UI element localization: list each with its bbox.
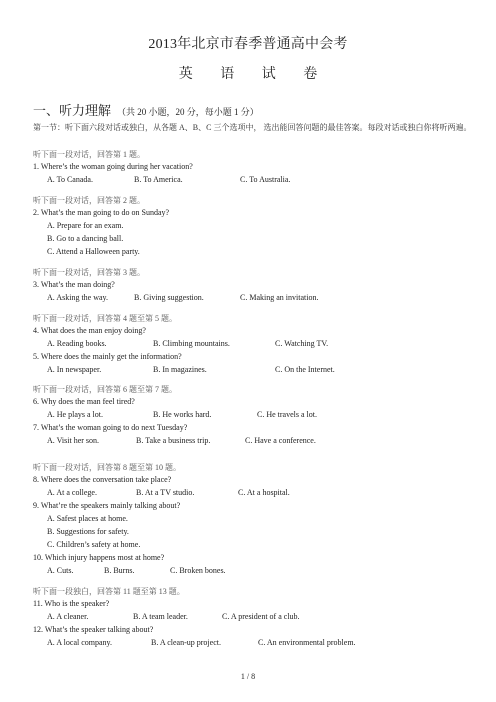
listening-hint: 听下面一段对话，回答第 3 题。	[33, 268, 145, 277]
section-heading	[33, 100, 259, 119]
option-c: C. An environmental problem.	[258, 638, 356, 647]
option-c: C. A president of a club.	[222, 612, 300, 621]
listening-hint: 听下面一段对话，回答第 2 题。	[33, 196, 145, 205]
option-a: A. In newspaper.	[47, 365, 102, 374]
option-a: A. Reading books.	[47, 339, 107, 348]
option-c: C. Children’s safety at home.	[47, 540, 141, 549]
question-text: 6. Why does the man feel tired?	[33, 397, 135, 406]
exam-title: 2013年北京市春季普通高中会考	[148, 37, 348, 52]
question-text: 4. What does the man enjoy doing?	[33, 326, 146, 335]
exam-subtitle: 英 语 试 卷	[178, 67, 318, 82]
section-instructions: 第一节：听下面六段对话或独白，从各题 A、B、C 三个选项中， 选出能回答问题的最佳答案。每段对话或独白你将听两遍。	[33, 123, 472, 132]
question-text: 11. Who is the speaker?	[33, 599, 110, 608]
option-b: B. At a TV studio.	[136, 488, 195, 497]
option-b: B. To America.	[134, 175, 183, 184]
question-text: 7. What’s the woman going to do next Tuesday?	[33, 423, 188, 432]
question-text: 1. Where’s the woman going during her vacation?	[33, 162, 193, 171]
listening-hint: 听下面一段对话，回答第 4 题至第 5 题。	[33, 314, 177, 323]
listening-hint: 听下面一段对话，回答第 6 题至第 7 题。	[33, 385, 177, 394]
option-c: C. He travels a lot.	[257, 410, 317, 419]
question-text: 2. What’s the man going to do on Sunday?	[33, 208, 170, 217]
option-c: C. Watching TV.	[275, 339, 329, 348]
option-a: A. He plays a lot.	[47, 410, 103, 419]
option-a: A. To Canada.	[47, 175, 93, 184]
option-b: B. Suggestions for safety.	[47, 527, 129, 536]
question-text: 3. What’s the man doing?	[33, 280, 115, 289]
option-a: A. Cuts.	[47, 566, 74, 575]
option-c: C. Have a conference.	[245, 436, 316, 445]
listening-hint: 听下面一段对话，回答第 8 题至第 10 题。	[33, 463, 181, 472]
question-text: 12. What’s the speaker talking about?	[33, 625, 154, 634]
listening-hint: 听下面一段独白，回答第 11 题至第 13 题。	[33, 587, 185, 596]
option-b: B. Burns.	[104, 566, 135, 575]
section-note: （共 20 小题，20 分，每小题 1 分）	[117, 107, 259, 117]
question-text: 5. Where does the mainly get the information?	[33, 352, 182, 361]
option-a: A. At a college.	[47, 488, 97, 497]
question-text: 9. What’re the speakers mainly talking about?	[33, 501, 181, 510]
page-number: 1 / 8	[240, 672, 256, 681]
option-b: B. A clean-up project.	[151, 638, 221, 647]
option-b: B. Take a business trip.	[136, 436, 211, 445]
option-b: B. Go to a dancing ball.	[47, 234, 124, 243]
option-c: C. At a hospital.	[238, 488, 290, 497]
option-a: A. A local company.	[47, 638, 113, 647]
question-text: 10. Which injury happens most at home?	[33, 553, 165, 562]
option-b: B. A team leader.	[133, 612, 188, 621]
option-a: A. Visit her son.	[47, 436, 100, 445]
option-b: B. Climbing mountains.	[153, 339, 230, 348]
section-title: 一、听力理解	[33, 103, 112, 118]
option-a: A. Asking the way.	[47, 293, 109, 302]
option-b: B. In magazines.	[153, 365, 207, 374]
option-b: B. Giving suggestion.	[134, 293, 204, 302]
option-c: C. Making an invitation.	[240, 293, 319, 302]
option-c: C. On the Internet.	[275, 365, 335, 374]
option-b: B. He works hard.	[153, 410, 212, 419]
option-c: C. To Australia.	[240, 175, 291, 184]
option-a: A. A cleaner.	[47, 612, 89, 621]
option-a: A. Safest places at home.	[47, 514, 128, 523]
option-a: A. Prepare for an exam.	[47, 221, 124, 230]
option-c: C. Broken bones.	[170, 566, 226, 575]
option-c: C. Attend a Halloween party.	[47, 247, 140, 256]
listening-hint: 听下面一段对话，回答第 1 题。	[33, 150, 145, 159]
question-text: 8. Where does the conversation take place?	[33, 475, 172, 484]
